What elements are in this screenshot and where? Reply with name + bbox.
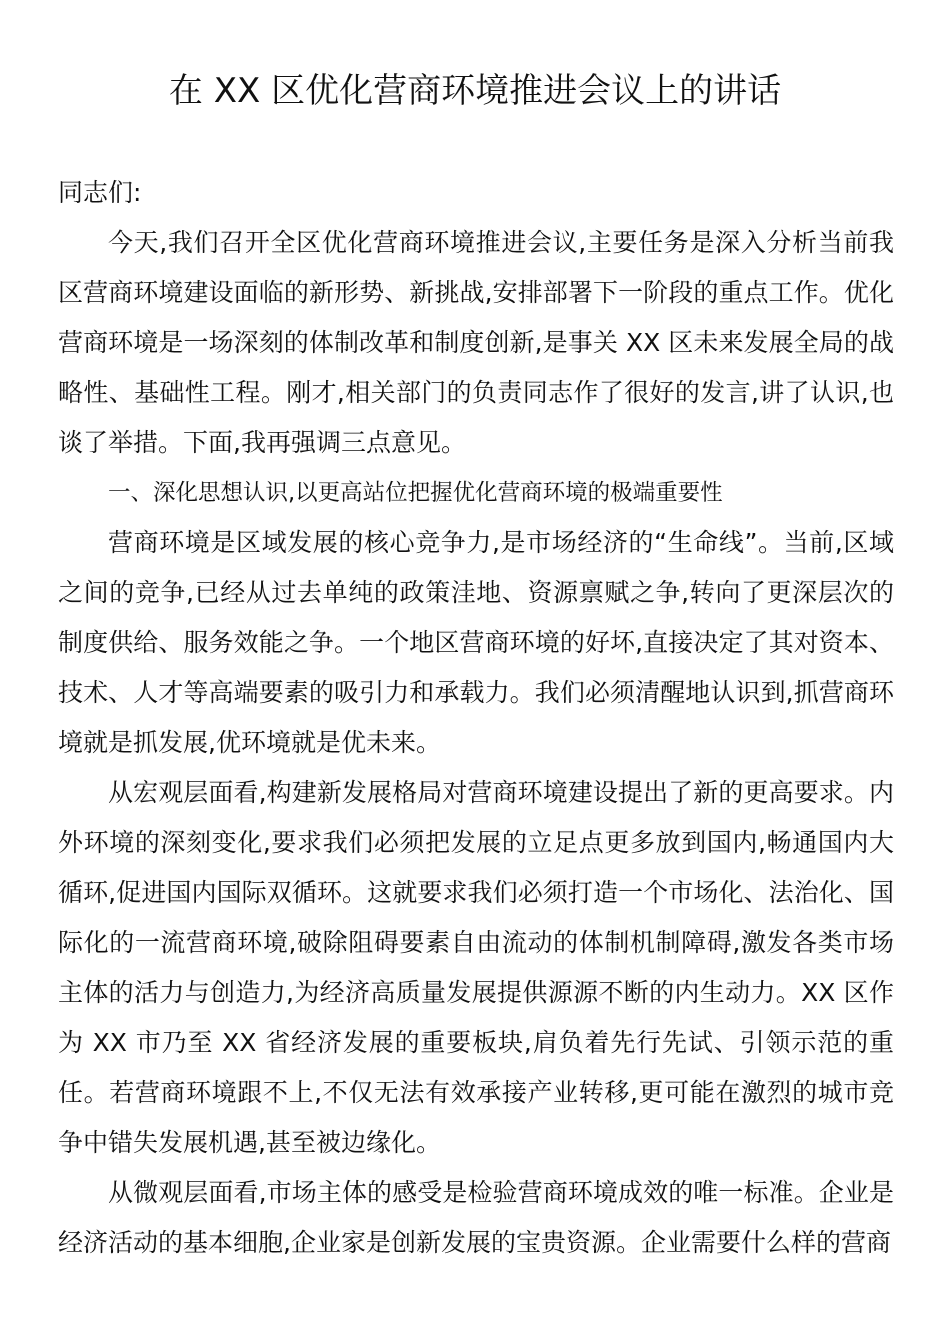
- paragraph-micro-level: 从微观层面看,市场主体的感受是检验营商环境成效的唯一标准。企业是经济活动的基本细胞,企业家是创新发展的宝贵资源。企业需要什么样的营商: [58, 1178, 894, 1257]
- paragraph-business-environment: 营商环境是区域发展的核心竞争力,是市场经济的“生命线”。当前,区域之间的竞争,已经从过去单纯的政策洼地、资源禀赋之争,转向了更深层次的制度供给、服务效能之争。一个地区营商环境的好坏,直接决定了其对资本、技术、人才等高端要素的吸引力和承载力。我们必须清醒地认识到,抓营商环境就是抓发展,优环境就是优未来。: [58, 528, 894, 757]
- paragraph-intro: 今天,我们召开全区优化营商环境推进会议,主要任务是深入分析当前我区营商环境建设面临的新形势、新挑战,安排部署下一阶段的重点工作。优化营商环境是一场深刻的体制改革和制度创新,是事关 XX 区未来发展全局的战略性、基础性工程。刚才,相关部门的负责同志作了很好的发言,讲了认识,也谈了举措。下面,我再强调三点意见。: [58, 228, 894, 457]
- paragraph-macro-level: 从宏观层面看,构建新发展格局对营商环境建设提出了新的更高要求。内外环境的深刻变化,要求我们必须把发展的立足点更多放到国内,畅通国内大循环,促进国内国际双循环。这就要求我们必须打造一个市场化、法治化、国际化的一流营商环境,破除阻碍要素自由流动的体制机制障碍,激发各类市场主体的活力与创造力,为经济高质量发展提供源源不断的内生动力。XX 区作为 XX 市乃至 XX 省经济发展的重要板块,肩负着先行先试、引领示范的重任。若营商环境跟不上,不仅无法有效承接产业转移,更可能在激烈的城市竞争中错失发展机遇,甚至被边缘化。: [58, 778, 894, 1157]
- document-title: 在 XX 区优化营商环境推进会议上的讲话: [168, 71, 782, 111]
- salutation: 同志们:: [58, 178, 142, 207]
- section-heading-1: 一、深化思想认识,以更高站位把握优化营商环境的极端重要性: [108, 480, 723, 506]
- document-body: [58, 168, 894, 1268]
